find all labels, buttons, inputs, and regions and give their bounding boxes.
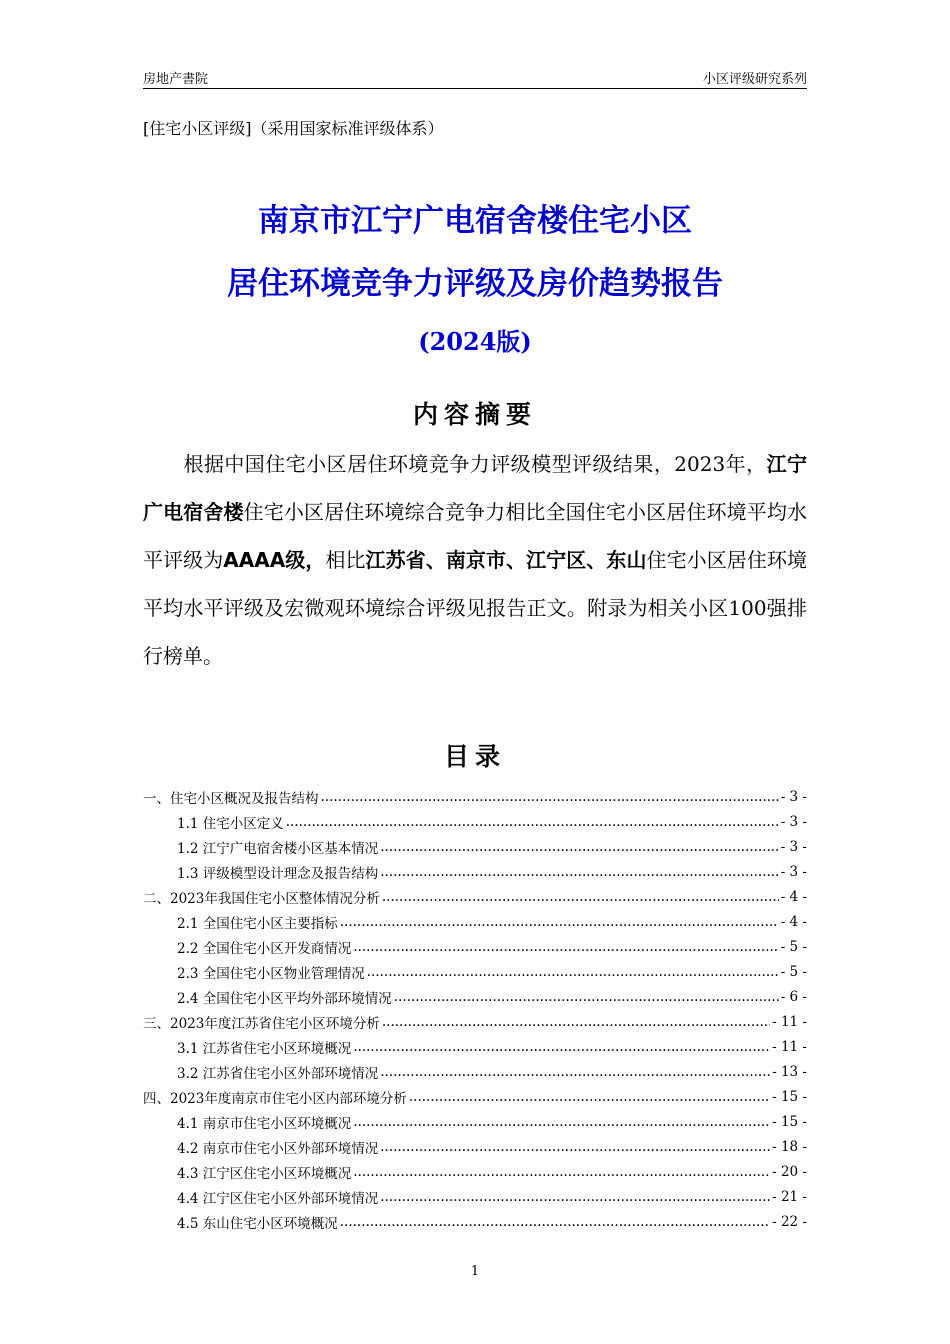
page-header [143, 66, 807, 88]
toc-entry-page: - 20 - [772, 1163, 807, 1180]
toc-entry[interactable] [143, 1159, 807, 1184]
toc-entry-label: 四、2023年度南京市住宅小区内部环境分析 [143, 1090, 407, 1107]
toc-entry[interactable] [143, 909, 807, 934]
toc-leader-dots [382, 1014, 770, 1030]
toc-leader-dots [380, 1139, 770, 1155]
toc-entry-label: 一、住宅小区概况及报告结构 [143, 790, 319, 807]
toc-leader-dots [380, 864, 778, 880]
toc-entry-label: 1.3 评级模型设计理念及报告结构 [177, 865, 379, 882]
toc-entry[interactable] [143, 1209, 807, 1234]
summary-bold-grade: AAAA级， [223, 548, 326, 572]
table-of-contents [143, 784, 807, 1234]
toc-entry[interactable] [143, 1109, 807, 1134]
toc-leader-dots [353, 1164, 770, 1180]
toc-entry-page: - 11 - [772, 1038, 807, 1055]
toc-entry-label: 三、2023年度江苏省住宅小区环境分析 [143, 1015, 380, 1032]
toc-entry-label: 1.2 江宁广电宿舍楼小区基本情况 [177, 840, 379, 857]
toc-entry-label: 2.2 全国住宅小区开发商情况 [177, 940, 352, 957]
toc-leader-dots [321, 789, 779, 805]
toc-entry-page: - 3 - [780, 863, 807, 880]
toc-entry[interactable] [143, 859, 807, 884]
toc-entry-page: - 15 - [772, 1113, 807, 1130]
toc-entry-page: - 18 - [772, 1138, 807, 1155]
toc-entry-page: - 11 - [772, 1013, 807, 1030]
header-right-text: 小区评级研究系列 [702, 72, 807, 87]
toc-entry-label: 4.2 南京市住宅小区外部环境情况 [177, 1140, 379, 1157]
summary-bold-regions: 江苏省、南京市、江宁区、东山 [365, 548, 647, 572]
summary-heading: 内容摘要 [412, 400, 537, 429]
toc-entry-label: 4.3 江宁区住宅小区环境概况 [177, 1165, 352, 1182]
toc-leader-dots [394, 989, 779, 1005]
toc-leader-dots [340, 1214, 770, 1230]
toc-leader-dots [380, 1064, 770, 1080]
toc-entry[interactable] [143, 1034, 807, 1059]
toc-leader-dots [380, 839, 778, 855]
report-title-line1: 南京市江宁广电宿舍楼住宅小区 [258, 203, 692, 239]
toc-entry-label: 1.1 住宅小区定义 [177, 815, 284, 832]
summary-text-3: 相比 [325, 548, 366, 572]
toc-entry[interactable] [143, 1134, 807, 1159]
toc-leader-dots [367, 964, 779, 980]
toc-leader-dots [340, 914, 779, 930]
toc-leader-dots [353, 939, 778, 955]
report-title-line2: 居住环境竞争力评级及房价趋势报告 [227, 266, 723, 302]
summary-paragraph [143, 440, 807, 680]
header-divider [143, 88, 807, 89]
toc-entry-label: 2.1 全国住宅小区主要指标 [177, 915, 338, 932]
toc-entry[interactable] [143, 884, 807, 909]
toc-leader-dots [409, 1089, 770, 1105]
toc-entry-page: - 6 - [780, 988, 807, 1005]
toc-entry-label: 2.4 全国住宅小区平均外部环境情况 [177, 990, 392, 1007]
toc-entry[interactable] [143, 959, 807, 984]
toc-entry[interactable] [143, 1084, 807, 1109]
toc-entry[interactable] [143, 784, 807, 809]
toc-entry-page: - 3 - [780, 813, 807, 830]
toc-entry[interactable] [143, 984, 807, 1009]
toc-entry[interactable] [143, 1184, 807, 1209]
toc-entry-label: 4.5 东山住宅小区环境概况 [177, 1215, 338, 1232]
toc-leader-dots [353, 1039, 770, 1055]
toc-entry-label: 3.2 江苏省住宅小区外部环境情况 [177, 1065, 379, 1082]
toc-leader-dots [353, 1114, 770, 1130]
toc-leader-dots [382, 889, 779, 905]
toc-entry-page: - 13 - [772, 1063, 807, 1080]
page-number: 1 [470, 1264, 480, 1279]
toc-entry-label: 二、2023年我国住宅小区整体情况分析 [143, 890, 380, 907]
toc-entry-label: 4.4 江宁区住宅小区外部环境情况 [177, 1190, 379, 1207]
report-category-tag: [住宅小区评级]（采用国家标准评级体系） [143, 119, 444, 138]
summary-text-4: 住宅小区居住环境平均水平评级及宏微观环境综合评级见报告正文。附录为相关小区100强排行榜单。 [143, 548, 808, 668]
toc-entry[interactable] [143, 834, 807, 859]
toc-entry[interactable] [143, 1009, 807, 1034]
toc-leader-dots [380, 1189, 770, 1205]
toc-entry-page: - 3 - [780, 838, 807, 855]
toc-entry-label: 3.1 江苏省住宅小区环境概况 [177, 1040, 352, 1057]
report-edition: (2024版) [418, 327, 532, 356]
toc-entry-page: - 4 - [780, 913, 807, 930]
toc-entry[interactable] [143, 809, 807, 834]
toc-leader-dots [286, 814, 779, 830]
toc-entry-page: - 3 - [780, 788, 807, 805]
toc-heading: 目录 [443, 742, 506, 771]
toc-entry-page: - 22 - [772, 1213, 807, 1230]
toc-entry-label: 2.3 全国住宅小区物业管理情况 [177, 965, 365, 982]
summary-text-1: 根据中国住宅小区居住环境竞争力评级模型评级结果，2023年， [183, 452, 767, 476]
summary-bold-community: 江宁广电宿舍楼 [143, 452, 807, 524]
toc-entry-page: - 15 - [772, 1088, 807, 1105]
header-left-text: 房地产書院 [143, 72, 209, 87]
summary-text-2: 住宅小区居住环境综合竞争力相比全国住宅小区居住环境平均水平评级为 [143, 500, 807, 572]
toc-entry-label: 4.1 南京市住宅小区环境概况 [177, 1115, 352, 1132]
toc-entry-page: - 21 - [772, 1188, 807, 1205]
toc-entry-page: - 4 - [780, 888, 807, 905]
toc-entry[interactable] [143, 1059, 807, 1084]
toc-entry[interactable] [143, 934, 807, 959]
toc-entry-page: - 5 - [780, 963, 807, 980]
toc-entry-page: - 5 - [780, 938, 807, 955]
